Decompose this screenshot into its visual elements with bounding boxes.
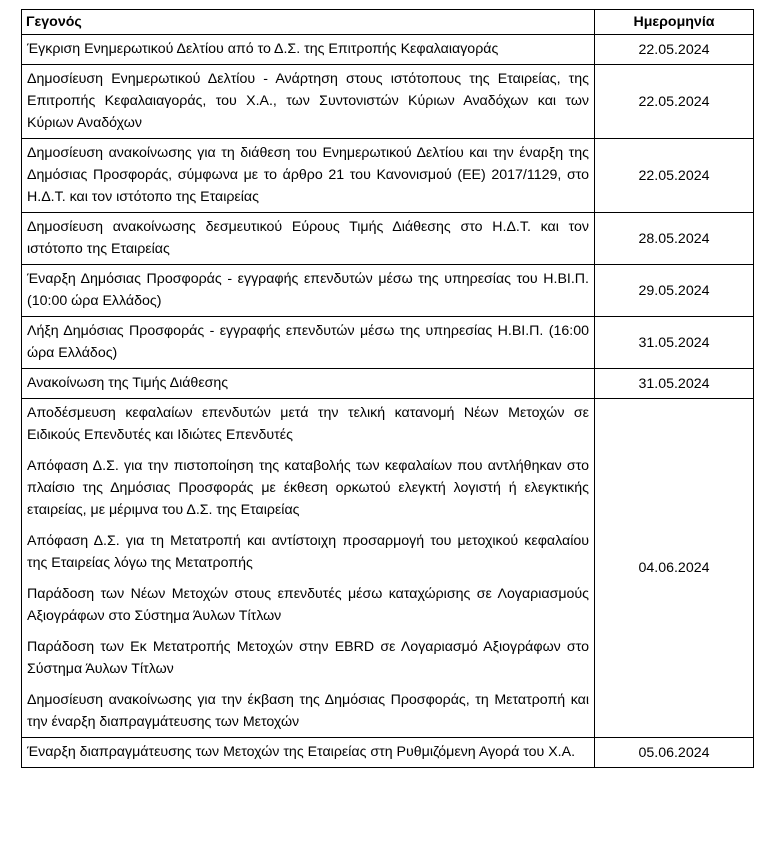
event-cell <box>22 213 595 265</box>
event-cell <box>22 139 595 213</box>
table-row <box>22 369 754 399</box>
event-text: Αποδέσμευση κεφαλαίων επενδυτών μετά την τελική κατανομή Νέων Μετοχών σε Ειδικούς Επενδυτές και Ιδιώτες Επενδυτές <box>27 405 589 443</box>
event-cell <box>22 317 595 369</box>
event-text: Έγκριση Ενημερωτικού Δελτίου από το Δ.Σ. της Επιτροπής Κεφαλαιαγοράς <box>27 41 499 57</box>
table-row <box>22 213 754 265</box>
event-text: Απόφαση Δ.Σ. για τη Μετατροπή και αντίστοιχη προσαρμογή του μετοχικού κεφαλαίου της Εταιρείας λόγω της Μετατροπής <box>27 533 589 571</box>
event-cell <box>22 399 595 738</box>
event-text: Έναρξη διαπραγμάτευσης των Μετοχών της Εταιρείας στη Ρυθμιζόμενη Αγορά του Χ.Α. <box>27 744 576 760</box>
date-cell: 28.05.2024 <box>595 213 754 265</box>
event-text: Παράδοση των Εκ Μετατροπής Μετοχών στην EBRD σε Λογαριασμό Αξιογράφων στο Σύστημα Άυλων Τίτλων <box>27 639 589 677</box>
header-event: Γεγονός <box>22 10 595 35</box>
date-cell: 22.05.2024 <box>595 35 754 65</box>
event-text: Έναρξη Δημόσιας Προσφοράς - εγγραφής επενδυτών μέσω της υπηρεσίας του Η.ΒΙ.Π. (10:00 ώρα Ελλάδος) <box>27 271 589 309</box>
date-cell: 22.05.2024 <box>595 65 754 139</box>
header-date: Ημερομηνία <box>595 10 754 35</box>
event-text: Δημοσίευση ανακοίνωσης για τη διάθεση του Ενημερωτικού Δελτίου και την έναρξη της Δημόσιας Προσφοράς, σύμφωνα με το άρθρο 21 του Κανονισμού (ΕΕ) 2017/1129, στο Η.Δ.Τ. και τον ιστότοπο της Εταιρείας <box>27 145 589 205</box>
event-cell <box>22 65 595 139</box>
event-cell <box>22 738 595 768</box>
date-cell: 31.05.2024 <box>595 317 754 369</box>
table-row <box>22 139 754 213</box>
date-cell: 05.06.2024 <box>595 738 754 768</box>
date-cell: 22.05.2024 <box>595 139 754 213</box>
table-row <box>22 399 754 738</box>
date-cell: 29.05.2024 <box>595 265 754 317</box>
event-cell <box>22 35 595 65</box>
table-row <box>22 65 754 139</box>
event-text: Ανακοίνωση της Τιμής Διάθεσης <box>27 375 229 391</box>
table-row <box>22 35 754 65</box>
event-cell <box>22 369 595 399</box>
table-row <box>22 317 754 369</box>
table-row <box>22 265 754 317</box>
event-text: Απόφαση Δ.Σ. για την πιστοποίηση της καταβολής των κεφαλαίων που αντλήθηκαν στο πλαίσιο της Δημόσιας Προσφοράς με έκθεση ορκωτού ελεγκτή λογιστή ή ελεγκτικής εταιρείας, με μέριμνα του Δ.Σ. της Εταιρείας <box>27 458 589 518</box>
table-row <box>22 738 754 768</box>
event-text: Δημοσίευση ανακοίνωσης δεσμευτικού Εύρους Τιμής Διάθεσης στο Η.Δ.Τ. και τον ιστότοπο της Εταιρείας <box>27 219 589 257</box>
event-text: Δημοσίευση Ενημερωτικού Δελτίου - Ανάρτηση στους ιστότοπους της Εταιρείας, της Επιτροπής Κεφαλαιαγοράς, του Χ.Α., των Συντονιστών Κύριων Αναδόχων και των Κύριων Αναδόχων <box>27 71 589 131</box>
header-row <box>22 10 754 35</box>
timetable-body <box>22 35 754 768</box>
event-text: Λήξη Δημόσιας Προσφοράς - εγγραφής επενδυτών μέσω της υπηρεσίας Η.ΒΙ.Π. (16:00 ώρα Ελλάδος) <box>27 323 589 361</box>
date-cell: 31.05.2024 <box>595 369 754 399</box>
event-text: Δημοσίευση ανακοίνωσης για την έκβαση της Δημόσιας Προσφοράς, τη Μετατροπή και την έναρξη διαπραγμάτευσης των Μετοχών <box>27 692 589 730</box>
event-cell <box>22 265 595 317</box>
date-cell: 04.06.2024 <box>595 399 754 738</box>
timetable <box>21 9 754 768</box>
event-text: Παράδοση των Νέων Μετοχών στους επενδυτές μέσω καταχώρισης σε Λογαριασμούς Αξιογράφων στο Σύστημα Άυλων Τίτλων <box>27 586 589 624</box>
